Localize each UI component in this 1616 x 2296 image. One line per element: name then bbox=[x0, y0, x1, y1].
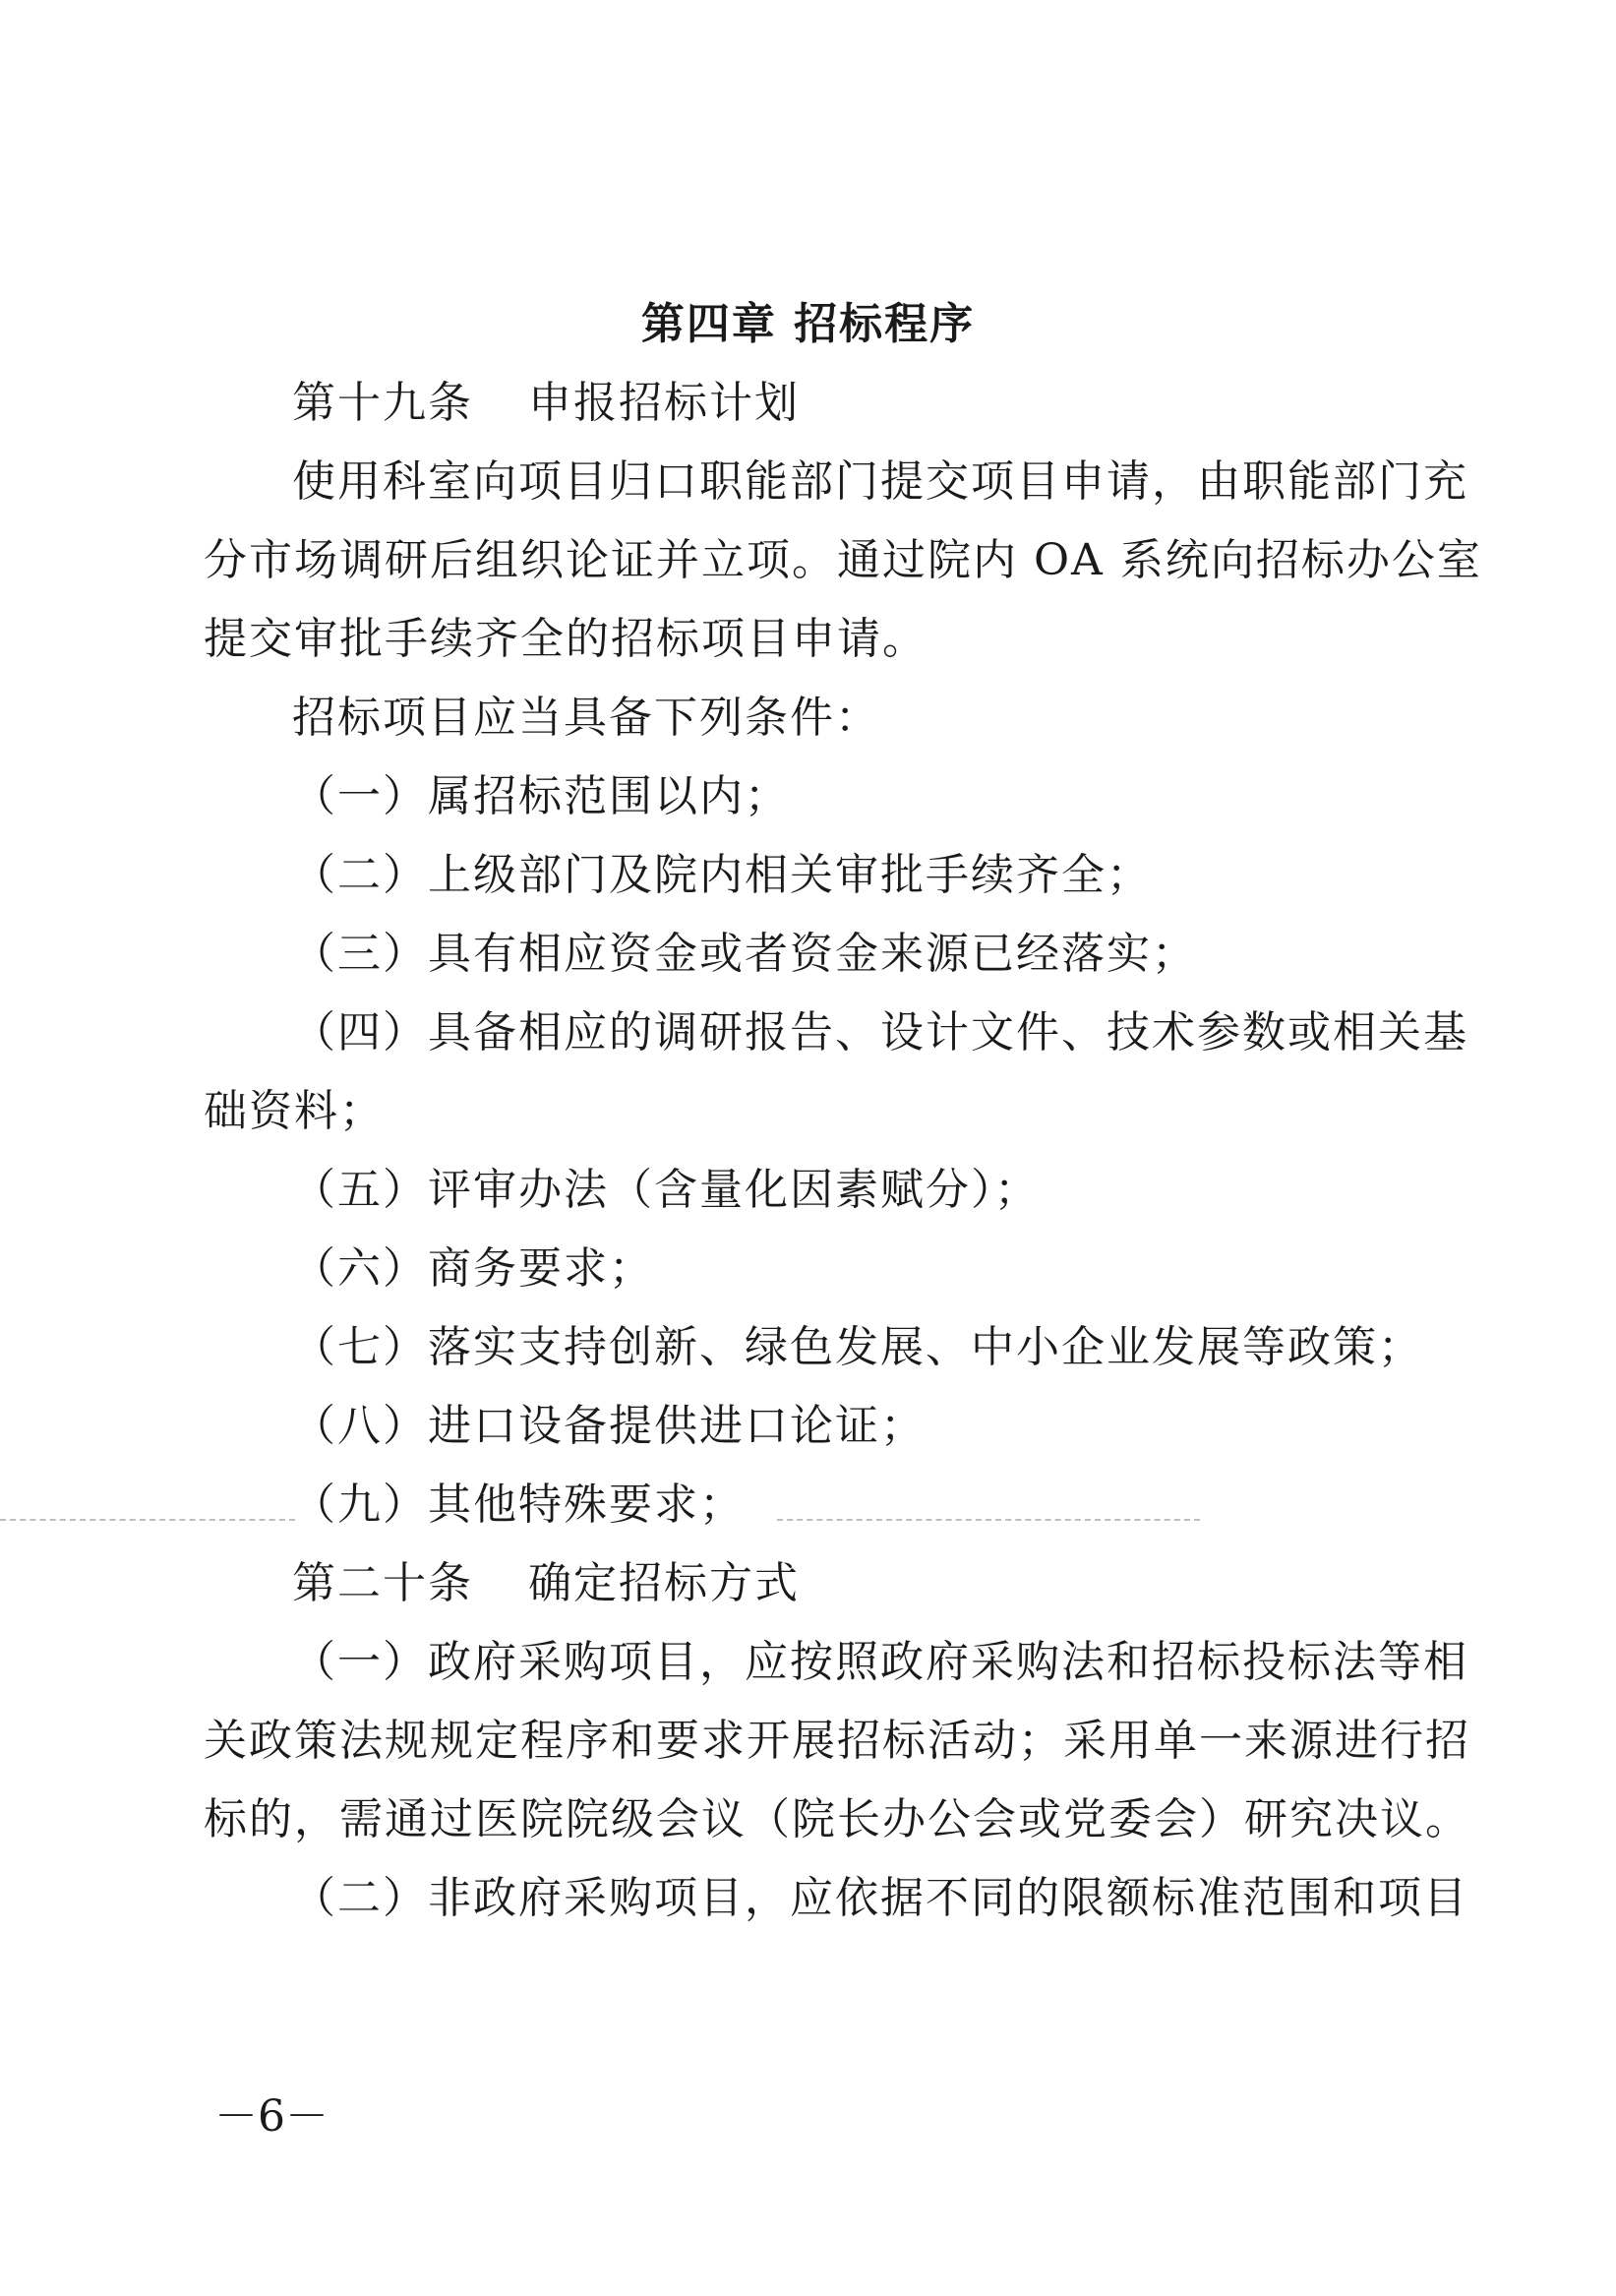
article-19-heading bbox=[292, 374, 800, 433]
article-19-number: 第十九条 bbox=[292, 378, 473, 428]
paragraph-line: 提交审批手续齐全的招标项目申请。 bbox=[204, 614, 928, 664]
condition-item: （五）评审办法（含量化因素赋分）； bbox=[292, 1165, 1040, 1215]
paragraph-line: 标的，需通过医院院级会议（院长办公会或党委会）研究决议。 bbox=[204, 1794, 1470, 1844]
condition-item: （三）具有相应资金或者资金来源已经落实； bbox=[292, 929, 1197, 979]
article-19-title: 申报招标计划 bbox=[528, 378, 800, 428]
condition-item: （九）其他特殊要求； bbox=[292, 1480, 745, 1530]
condition-item: （二）上级部门及院内相关审批手续齐全； bbox=[292, 850, 1152, 900]
condition-item: （七）落实支持创新、绿色发展、中小企业发展等政策； bbox=[292, 1322, 1423, 1372]
page-number: －6－ bbox=[214, 2091, 329, 2142]
article-20-heading bbox=[292, 1554, 800, 1613]
condition-item-continued: 础资料； bbox=[204, 1086, 385, 1136]
condition-item: （六）商务要求； bbox=[292, 1243, 654, 1294]
paragraph-line: 使用科室向项目归口职能部门提交项目申请，由职能部门充 bbox=[292, 456, 1468, 507]
paragraph-line: （一）政府采购项目，应按照政府采购法和招标投标法等相 bbox=[292, 1637, 1468, 1687]
paragraph-line: 分市场调研后组织论证并立项。通过院内 OA 系统向招标办公室 bbox=[204, 535, 1482, 585]
paragraph-line: （二）非政府采购项目，应依据不同的限额标准范围和项目 bbox=[292, 1873, 1468, 1923]
condition-item: （四）具备相应的调研报告、设计文件、技术参数或相关基 bbox=[292, 1007, 1468, 1057]
scan-artifact-line bbox=[0, 1519, 295, 1521]
condition-item: （一）属招标范围以内； bbox=[292, 771, 790, 821]
article-20-title: 确定招标方式 bbox=[528, 1558, 800, 1608]
scan-artifact-line bbox=[777, 1519, 1200, 1521]
article-20-number: 第二十条 bbox=[292, 1558, 473, 1608]
condition-item: （八）进口设备提供进口论证； bbox=[292, 1401, 926, 1451]
conditions-intro: 招标项目应当具备下列条件： bbox=[292, 693, 880, 743]
chapter-title: 第四章 招标程序 bbox=[640, 299, 976, 349]
paragraph-line: 关政策法规规定程序和要求开展招标活动；采用单一来源进行招 bbox=[204, 1716, 1470, 1766]
